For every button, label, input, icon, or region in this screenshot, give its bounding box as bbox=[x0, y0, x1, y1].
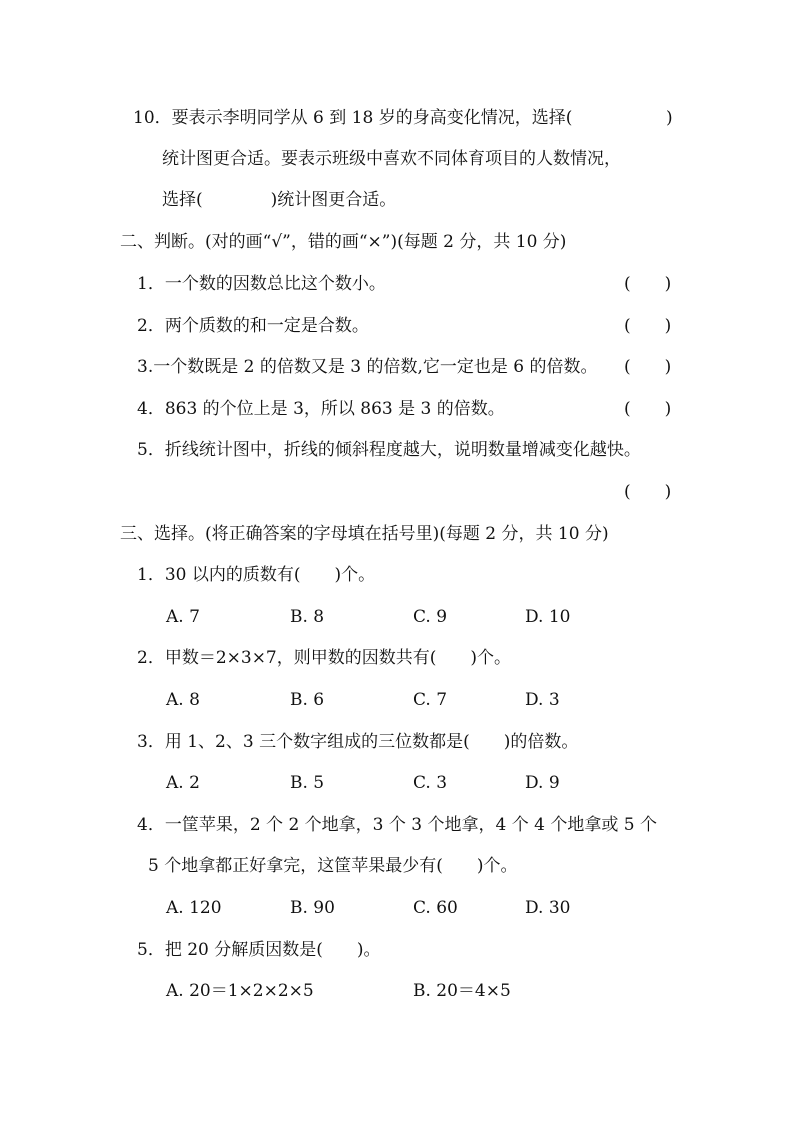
mc-q4-option-a[interactable]: A. 120 bbox=[166, 898, 222, 918]
q10-line2: 统计图更合适。要表示班级中喜欢不同体育项目的人数情况， bbox=[162, 149, 621, 169]
mc-q5-option-a[interactable]: A. 20＝1×2×2×5 bbox=[166, 981, 314, 1001]
mc-q4-option-c[interactable]: C. 60 bbox=[413, 898, 458, 918]
mc-q4-option-b[interactable]: B. 90 bbox=[290, 898, 335, 918]
mc-q2-option-b[interactable]: B. 6 bbox=[290, 690, 325, 710]
section2-heading: 二、判断。(对的画“√”，错的画“×”)(每题 2 分，共 10 分) bbox=[120, 232, 567, 252]
mc-q1-option-b[interactable]: B. 8 bbox=[290, 607, 325, 627]
section3-heading: 三、选择。(将正确答案的字母填在括号里)(每题 2 分，共 10 分) bbox=[120, 524, 609, 544]
tf-item-1: 1．一个数的因数总比这个数小。 bbox=[137, 274, 386, 294]
tf-item-4-blank[interactable]: ( ) bbox=[624, 399, 672, 419]
mc-q1-option-a[interactable]: A. 7 bbox=[166, 607, 200, 627]
tf-item-3: 3.一个数既是 2 的倍数又是 3 的倍数,它一定也是 6 的倍数。 bbox=[137, 357, 598, 377]
mc-q2-option-d[interactable]: D. 3 bbox=[525, 690, 560, 710]
tf-item-2-blank[interactable]: ( ) bbox=[624, 316, 672, 336]
tf-item-1-blank[interactable]: ( ) bbox=[624, 274, 672, 294]
mc-q1-option-d[interactable]: D. 10 bbox=[525, 607, 571, 627]
tf-item-2: 2．两个质数的和一定是合数。 bbox=[137, 316, 369, 336]
mc-q5: 5．把 20 分解质因数是( )。 bbox=[137, 940, 381, 960]
tf-item-5-blank[interactable]: ( ) bbox=[624, 482, 672, 502]
mc-q4-line2: 5 个地拿都正好拿完，这筐苹果最少有( )个。 bbox=[148, 856, 518, 876]
mc-q3-option-a[interactable]: A. 2 bbox=[166, 773, 200, 793]
mc-q4-option-d[interactable]: D. 30 bbox=[525, 898, 571, 918]
mc-q1-option-c[interactable]: C. 9 bbox=[413, 607, 448, 627]
tf-item-4: 4．863 的个位上是 3，所以 863 是 3 的倍数。 bbox=[137, 399, 505, 419]
q10-line1-close-paren: ) bbox=[666, 108, 673, 128]
q10-line3: 选择( )统计图更合适。 bbox=[162, 190, 397, 210]
mc-q3-option-c[interactable]: C. 3 bbox=[413, 773, 448, 793]
q10-line1: 10．要表示李明同学从 6 到 18 岁的身高变化情况，选择( bbox=[133, 108, 573, 128]
mc-q1: 1．30 以内的质数有( )个。 bbox=[137, 565, 376, 585]
mc-q5-option-b[interactable]: B. 20＝4×5 bbox=[413, 981, 511, 1001]
mc-q3: 3．用 1、2、3 三个数字组成的三位数都是( )的倍数。 bbox=[137, 732, 579, 752]
mc-q2-option-a[interactable]: A. 8 bbox=[166, 690, 200, 710]
tf-item-5: 5．折线统计图中，折线的倾斜程度越大，说明数量增减变化越快。 bbox=[137, 440, 641, 460]
mc-q3-option-b[interactable]: B. 5 bbox=[290, 773, 325, 793]
mc-q3-option-d[interactable]: D. 9 bbox=[525, 773, 560, 793]
mc-q2-option-c[interactable]: C. 7 bbox=[413, 690, 448, 710]
tf-item-3-blank[interactable]: ( ) bbox=[624, 357, 672, 377]
mc-q4-line1: 4．一筐苹果，2 个 2 个地拿，3 个 3 个地拿，4 个 4 个地拿或 5 个 bbox=[137, 815, 657, 835]
mc-q2: 2．甲数＝2×3×7，则甲数的因数共有( )个。 bbox=[137, 648, 512, 668]
